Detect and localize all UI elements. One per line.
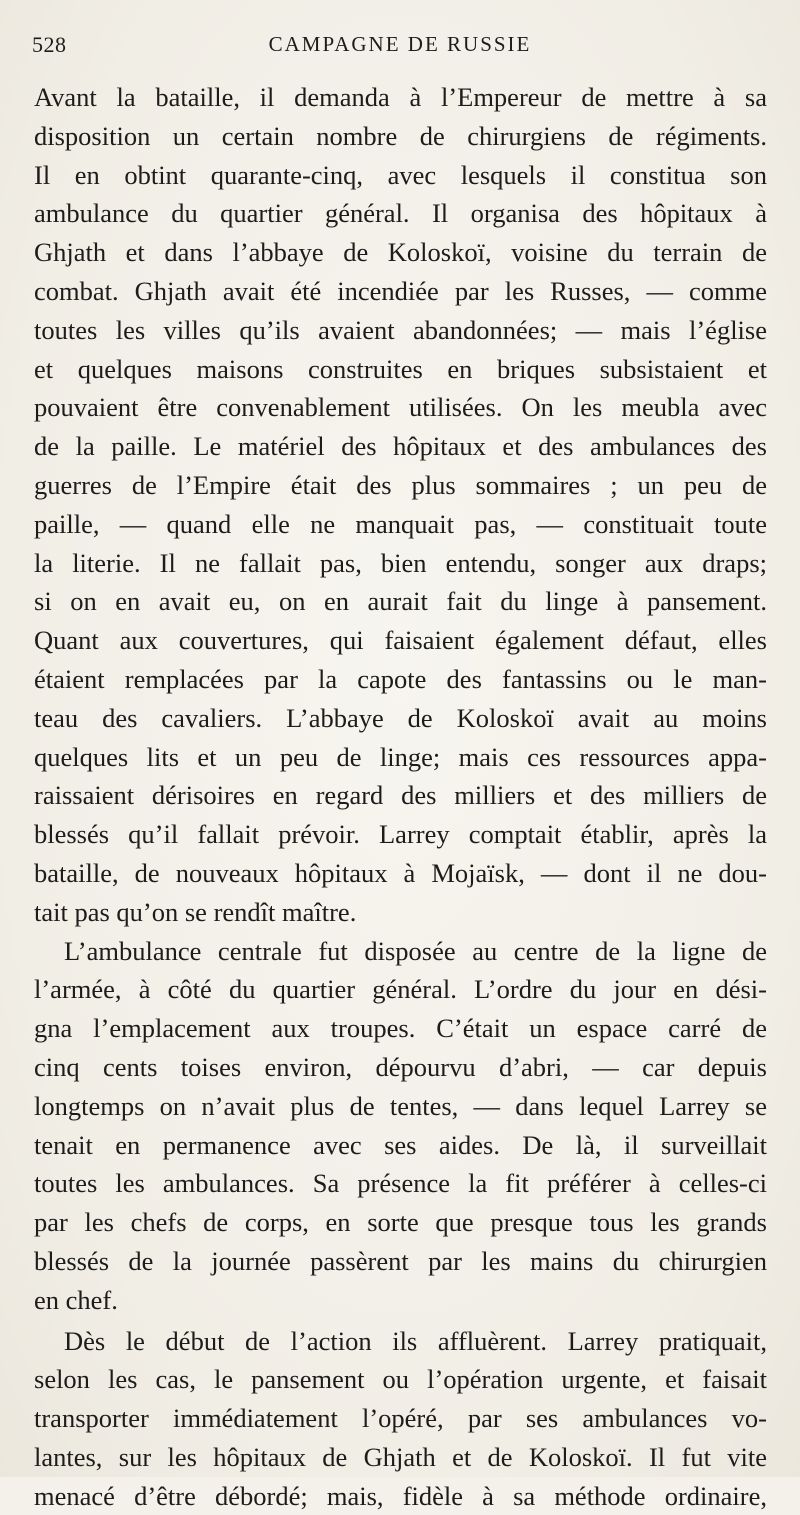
text-line: bataille, de nouveaux hôpitaux à Mojaïsk, — dont il ne dou- bbox=[34, 854, 767, 893]
text-line: la literie. Il ne fallait pas, bien entendu, songer aux draps; bbox=[34, 544, 767, 583]
text-line: l’armée, à côté du quartier général. L’ordre du jour en dési- bbox=[34, 970, 767, 1009]
paragraph-1 bbox=[34, 78, 767, 932]
text-line: toutes les ambulances. Sa présence la fit préférer à celles-ci bbox=[34, 1164, 767, 1203]
body-text bbox=[34, 78, 767, 1515]
text-line: et quelques maisons construites en briques subsistaient et bbox=[34, 350, 767, 389]
text-line: quelques lits et un peu de linge; mais ces ressources appa- bbox=[34, 738, 767, 777]
paragraph-2 bbox=[34, 932, 767, 1320]
text-line: Il en obtint quarante-cinq, avec lesquels il constitua son bbox=[34, 156, 767, 195]
text-line: ambulance du quartier général. Il organisa des hôpitaux à bbox=[34, 194, 767, 233]
text-line: paille, — quand elle ne manquait pas, — constituait toute bbox=[34, 505, 767, 544]
text-line: guerres de l’Empire était des plus sommaires ; un peu de bbox=[34, 466, 767, 505]
text-line: selon les cas, le pansement ou l’opération urgente, et faisait bbox=[34, 1360, 767, 1399]
text-line: Avant la bataille, il demanda à l’Empereur de mettre à sa bbox=[34, 78, 767, 117]
text-line: Quant aux couvertures, qui faisaient également défaut, elles bbox=[34, 621, 767, 660]
text-line: en chef. bbox=[34, 1281, 767, 1320]
text-line: disposition un certain nombre de chirurgiens de régiments. bbox=[34, 117, 767, 156]
text-line: Dès le début de l’action ils affluèrent. Larrey pratiquait, bbox=[34, 1322, 767, 1361]
text-line: menacé d’être débordé; mais, fidèle à sa méthode ordinaire, bbox=[34, 1477, 767, 1515]
text-line: raissaient dérisoires en regard des milliers et des milliers de bbox=[34, 776, 767, 815]
text-line: L’ambulance centrale fut disposée au centre de la ligne de bbox=[34, 932, 767, 971]
text-line: blessés qu’il fallait prévoir. Larrey comptait établir, après la bbox=[34, 815, 767, 854]
text-line: blessés de la journée passèrent par les mains du chirurgien bbox=[34, 1242, 767, 1281]
text-line: de la paille. Le matériel des hôpitaux et des ambulances des bbox=[34, 427, 767, 466]
paragraph-3 bbox=[34, 1322, 767, 1515]
text-line: tenait en permanence avec ses aides. De là, il surveillait bbox=[34, 1126, 767, 1165]
text-line: Ghjath et dans l’abbaye de Koloskoï, voisine du terrain de bbox=[34, 233, 767, 272]
text-line: étaient remplacées par la capote des fantassins ou le man- bbox=[34, 660, 767, 699]
text-line: tait pas qu’on se rendît maître. bbox=[34, 893, 767, 932]
text-line: combat. Ghjath avait été incendiée par les Russes, — comme bbox=[34, 272, 767, 311]
page-number: 528 bbox=[32, 32, 67, 58]
text-line: par les chefs de corps, en sorte que presque tous les grands bbox=[34, 1203, 767, 1242]
page-header bbox=[30, 30, 770, 66]
text-line: si on en avait eu, on en aurait fait du linge à pansement. bbox=[34, 582, 767, 621]
text-line: toutes les villes qu’ils avaient abandonnées; — mais l’église bbox=[34, 311, 767, 350]
text-line: pouvaient être convenablement utilisées. On les meubla avec bbox=[34, 388, 767, 427]
text-line: lantes, sur les hôpitaux de Ghjath et de Koloskoï. Il fut vite bbox=[34, 1438, 767, 1477]
text-line: transporter immédiatement l’opéré, par ses ambulances vo- bbox=[34, 1399, 767, 1438]
text-line: gna l’emplacement aux troupes. C’était un espace carré de bbox=[34, 1009, 767, 1048]
running-title: CAMPAGNE DE RUSSIE bbox=[30, 32, 770, 57]
text-line: teau des cavaliers. L’abbaye de Koloskoï avait au moins bbox=[34, 699, 767, 738]
text-line: cinq cents toises environ, dépourvu d’abri, — car depuis bbox=[34, 1048, 767, 1087]
text-line: longtemps on n’avait plus de tentes, — dans lequel Larrey se bbox=[34, 1087, 767, 1126]
